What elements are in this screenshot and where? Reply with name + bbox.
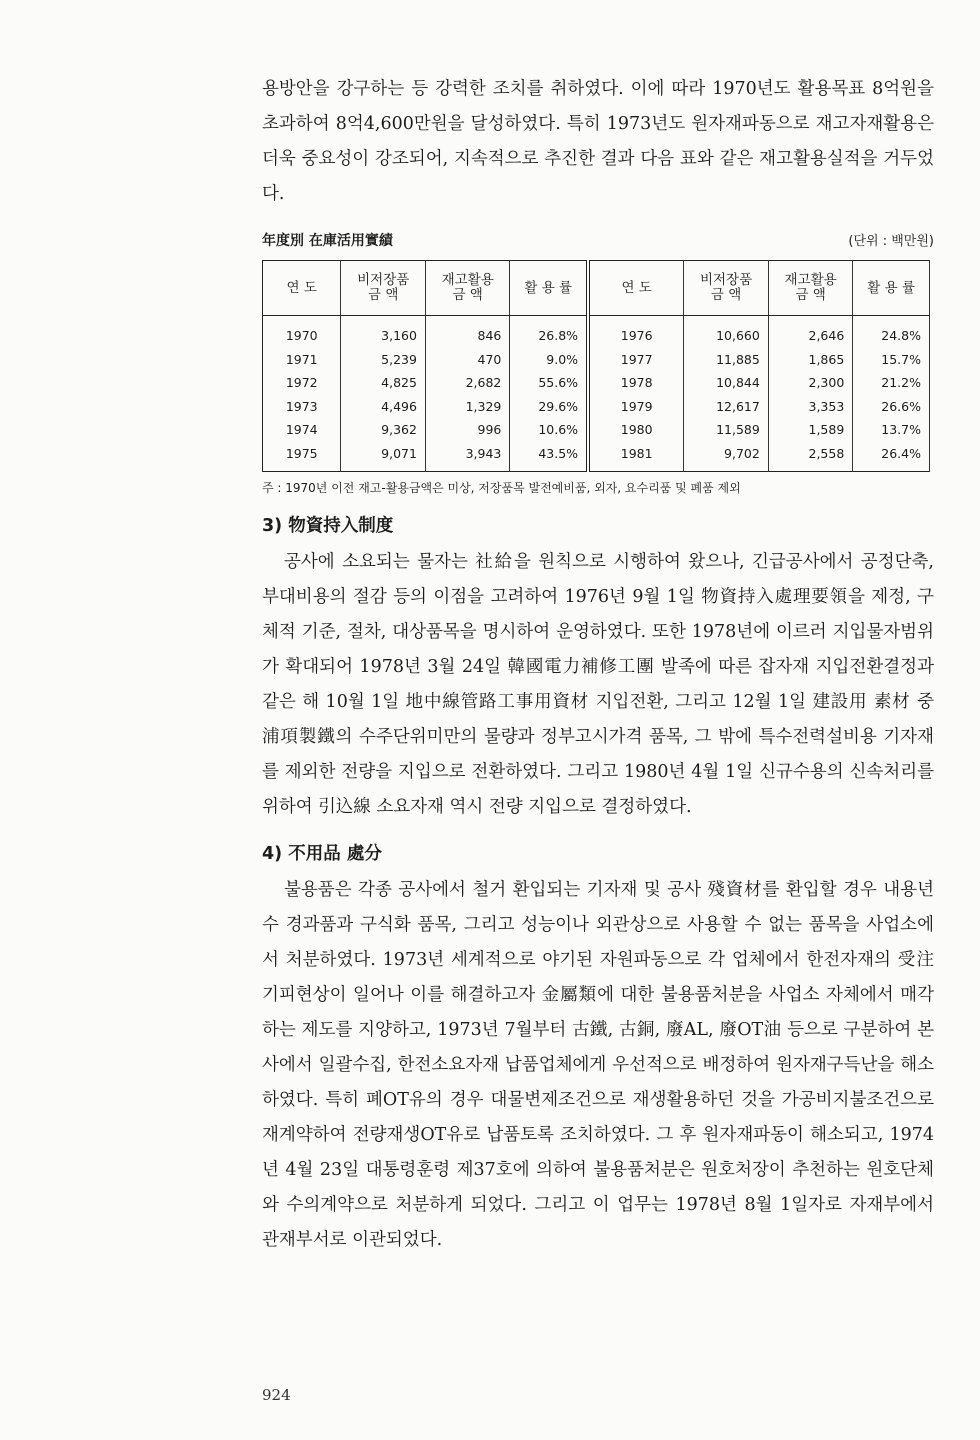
table-row: [263, 442, 930, 472]
table-cell-r1: 10.6%: [510, 418, 588, 442]
table-cell-a2: 10,660: [684, 316, 769, 348]
table-cell-a2: 12,617: [684, 395, 769, 419]
table-cell-y1: 1973: [263, 395, 341, 419]
table-cell-b1: 3,943: [425, 442, 509, 472]
table-row: [263, 418, 930, 442]
header-year: 연 도: [263, 261, 341, 316]
table-cell-r1: 9.0%: [510, 348, 588, 372]
section3-body: 공사에 소요되는 물자는 社給을 원칙으로 시행하여 왔으나, 긴급공사에서 공정단축, 부대비용의 절감 등의 이점을 고려하여 1976년 9월 1일 物資持入處理要領을 제정, 구체적 기준, 절차, 대상품목을 명시하여 운영하였다. 또한 1978년에 이르러 지입물자범위가 확대되어 1978년 3월 24일 韓國電力補修工團 발족에 따른 잡자재 지입전환결정과 같은 해 10월 1일 地中線管路工事用資材 지입전환, 그리고 12월 1일 建設用 素材 중 浦項製鐵의 수주단위미만의 물량과 정부고시가격 품목, 그 밖에 특수전력설비용 기자재를 제외한 전량을 지입으로 전환하였다. 그리고 1980년 4월 1일 신규수용의 신속처리를 위하여 引込線 소요자재 역시 전량 지입으로 결정하였다.: [262, 552, 934, 817]
header-noncomp: 비저장품 금 액: [341, 261, 425, 316]
table-cell-a1: 4,825: [341, 371, 425, 395]
table-cell-b1: 996: [425, 418, 509, 442]
table-cell-y2: 1976: [588, 316, 684, 348]
header-noncomp-2: 비저장품 금 액: [684, 261, 769, 316]
table-cell-b2: 2,558: [768, 442, 852, 472]
table-cell-y2: 1978: [588, 371, 684, 395]
table-note: 주 : 1970년 이전 재고-활용금액은 미상, 저장품목 발전예비품, 외자, 요수리품 및 폐품 제외: [262, 481, 741, 495]
table-unit: (단위 : 백만원): [848, 234, 934, 249]
table-cell-a1: 9,071: [341, 442, 425, 472]
table-cell-b1: 2,682: [425, 371, 509, 395]
page-number: 924: [262, 1386, 291, 1404]
table-cell-y1: 1972: [263, 371, 341, 395]
section4-body: 불용품은 각종 공사에서 철거 환입되는 기자재 및 공사 殘資材를 환입할 경우 내용년수 경과품과 구식화 품목, 그리고 성능이나 외관상으로 사용할 수 없는 품목을 사업소에서 처분하였다. 1973년 세계적으로 야기된 자원파동으로 각 업체에서 한전자재의 受注기피현상이 일어나 이를 해결하고자 金屬類에 대한 불용품처분을 사업소 자체에서 매각하는 제도를 지양하고, 1973년 7월부터 古鐵, 古銅, 廢AL, 廢OT油 등으로 구분하여 본사에서 일괄수집, 한전소요자재 납품업체에게 우선적으로 배정하여 원자재구득난을 해소하였다. 특히 폐OT유의 경우 대물변제조건으로 재생활용하던 것을 가공비지불조건으로 재계약하여 전량재생OT유로 납품토록 조치하였다. 그 후 원자재파동이 해소되고, 1974년 4월 23일 대통령훈령 제37호에 의하여 불용품처분은 원호처장이 추천하는 원호단체와 수의계약으로 처분하게 되었다. 그리고 이 업무는 1978년 8월 1일자로 자재부에서 관재부서로 이관되었다.: [262, 880, 934, 1250]
table-caption: [262, 230, 934, 250]
table-cell-r2: 21.2%: [853, 371, 930, 395]
table-cell-b1: 470: [425, 348, 509, 372]
table-cell-y2: 1979: [588, 395, 684, 419]
table-row: [263, 316, 930, 348]
table-cell-r1: 29.6%: [510, 395, 588, 419]
table-cell-r1: 43.5%: [510, 442, 588, 472]
header-rate: 활 용 률: [510, 261, 588, 316]
table-cell-r2: 26.6%: [853, 395, 930, 419]
table-cell-a1: 5,239: [341, 348, 425, 372]
table-cell-b2: 1,589: [768, 418, 852, 442]
table-cell-r2: 13.7%: [853, 418, 930, 442]
table-cell-a2: 11,589: [684, 418, 769, 442]
table-cell-a2: 9,702: [684, 442, 769, 472]
table-cell-b2: 3,353: [768, 395, 852, 419]
table-cell-a1: 4,496: [341, 395, 425, 419]
table-cell-b2: 2,646: [768, 316, 852, 348]
table-cell-b2: 1,865: [768, 348, 852, 372]
intro-paragraph: 용방안을 강구하는 등 강력한 조치를 취하였다. 이에 따라 1970년도 활용목표 8억원을 초과하여 8억4,600만원을 달성하였다. 특히 1973년도 원자재파동으로 재고자재활용은 더욱 중요성이 강조되어, 지속적으로 추진한 결과 다음 표와 같은 재고활용실적을 거두었다.: [262, 79, 934, 204]
table-cell-b1: 1,329: [425, 395, 509, 419]
header-reuse-2: 재고활용 금 액: [768, 261, 852, 316]
table-header-row: [263, 261, 930, 316]
table-cell-y1: 1970: [263, 316, 341, 348]
table-title: 年度別 在庫活用實績: [262, 233, 393, 249]
page-content: [262, 72, 934, 1258]
table-cell-b1: 846: [425, 316, 509, 348]
table-cell-b2: 2,300: [768, 371, 852, 395]
table-cell-r2: 24.8%: [853, 316, 930, 348]
section4-heading: 4) 不用品 處分: [262, 844, 382, 864]
table-cell-a2: 11,885: [684, 348, 769, 372]
table-cell-y1: 1975: [263, 442, 341, 472]
table-cell-a1: 3,160: [341, 316, 425, 348]
table-row: [263, 395, 930, 419]
table-cell-y2: 1977: [588, 348, 684, 372]
table-cell-r2: 26.4%: [853, 442, 930, 472]
header-year-2: 연 도: [588, 261, 684, 316]
table-cell-a1: 9,362: [341, 418, 425, 442]
table-cell-r1: 55.6%: [510, 371, 588, 395]
table-cell-r1: 26.8%: [510, 316, 588, 348]
table-cell-y2: 1980: [588, 418, 684, 442]
table-cell-y1: 1971: [263, 348, 341, 372]
header-reuse: 재고활용 금 액: [425, 261, 509, 316]
table-cell-a2: 10,844: [684, 371, 769, 395]
table-cell-y2: 1981: [588, 442, 684, 472]
section3-heading: 3) 物資持入制度: [262, 516, 394, 536]
table-cell-r2: 15.7%: [853, 348, 930, 372]
table-row: [263, 348, 930, 372]
reuse-table: [262, 260, 930, 472]
table-row: [263, 371, 930, 395]
table-cell-y1: 1974: [263, 418, 341, 442]
header-rate-2: 활 용 률: [853, 261, 930, 316]
